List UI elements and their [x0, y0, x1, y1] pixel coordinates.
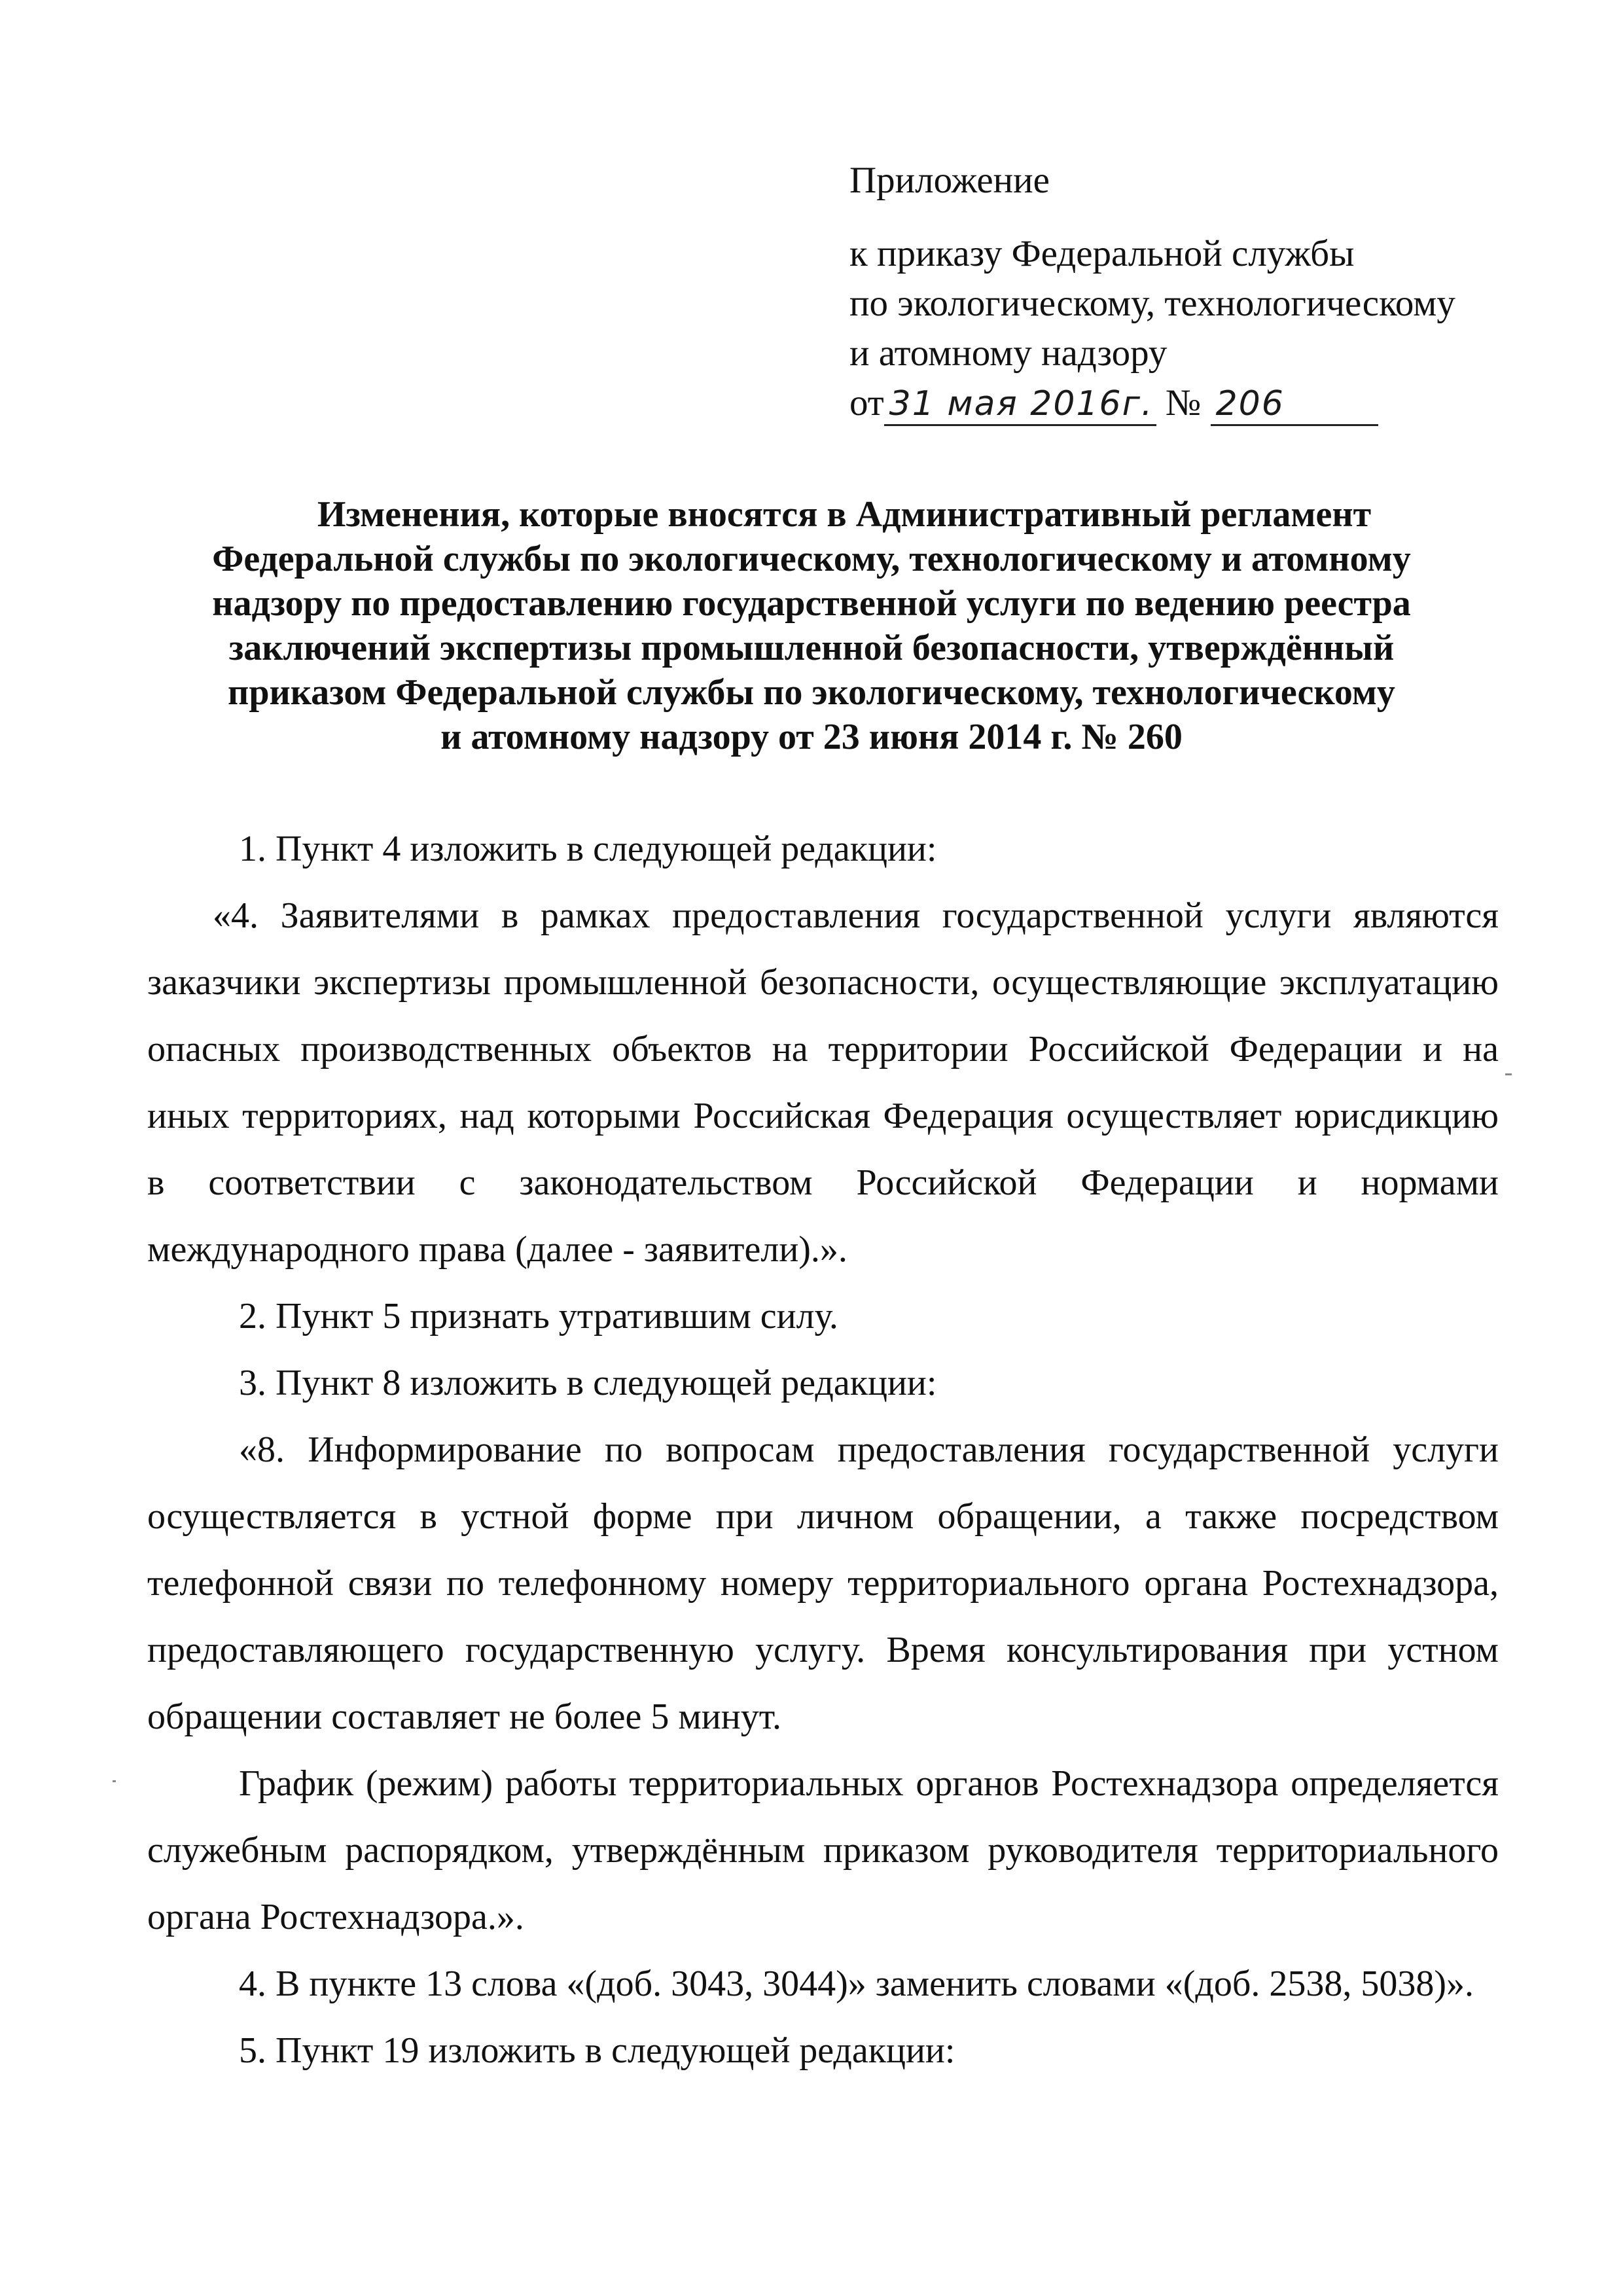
number-field	[1211, 383, 1378, 426]
paragraph-item-2: 2. Пункт 5 признать утратившим силу.	[239, 1296, 838, 1336]
number-sign: №	[1165, 382, 1202, 423]
appendix-header	[849, 156, 1530, 428]
order-ref-line: и атомному надзору	[849, 332, 1168, 374]
handwritten-number: 206	[1215, 384, 1285, 423]
order-ref-line: по экологическому, технологическому	[849, 283, 1455, 324]
paragraph-item-4: 4. В пункте 13 слова «(доб. 3043, 3044)» заменить словами «(доб. 2538, 5038)».	[239, 1964, 1474, 2004]
title-line: приказом Федеральной службы по экологическому, технологическому	[228, 672, 1395, 713]
scan-mark	[113, 1780, 116, 1782]
title-line: надзору по предоставлению государственной услуги по ведению реестра	[212, 583, 1411, 624]
scan-mark	[1505, 1073, 1512, 1075]
paragraph-item-3: 3. Пункт 8 изложить в следующей редакции:	[239, 1363, 937, 1403]
document-body	[147, 816, 1499, 2084]
date-prefix: от	[849, 382, 884, 423]
title-line: заключений экспертизы промышленной безопасности, утверждённый	[228, 628, 1395, 668]
title-line: Федеральной службы по экологическому, технологическому и атомному	[212, 539, 1411, 579]
paragraph-schedule: График (режим) работы территориальных органов Ростехнадзора определяется служебным распорядком, утверждённым приказом руководителя территориального органа Ростехнадзора.».	[147, 1763, 1499, 1937]
title-line: Изменения, которые вносятся в Административный регламент	[317, 494, 1372, 535]
document-title	[118, 492, 1505, 759]
paragraph-item-5: 5. Пункт 19 изложить в следующей редакции:	[239, 2030, 955, 2071]
appendix-title: Приложение	[849, 160, 1050, 201]
paragraph-item-1: 1. Пункт 4 изложить в следующей редакции:	[239, 829, 937, 869]
order-ref-line: к приказу Федеральной службы	[849, 233, 1355, 274]
handwritten-date: 31 мая 2016г.	[889, 384, 1154, 423]
order-date-number-line	[849, 378, 1530, 428]
paragraph-quote-4: «4. Заявителями в рамках предоставления государственной услуги являются заказчики экспертизы промышленной безопасности, осуществляющие эксплуатацию опасных производственных объектов на территории Российской Федерации и на иных территориях, над которыми Российская Федерация осуществляет юрисдикцию в соответствии с законодательством Российской Федерации и нормами международного права (далее - заявители).».	[147, 895, 1499, 1270]
paragraph-quote-8: «8. Информирование по вопросам предоставления государственной услуги осуществляется в устной форме при личном обращении, а также посредством телефонной связи по телефонному номеру территориального органа Ростехнадзора, предоставляющего государственную услугу. Время консультирования при устном обращении составляет не более 5 минут.	[147, 1429, 1499, 1737]
title-line: и атомному надзору от 23 июня 2014 г. № 260	[440, 717, 1183, 757]
date-field	[884, 383, 1156, 426]
